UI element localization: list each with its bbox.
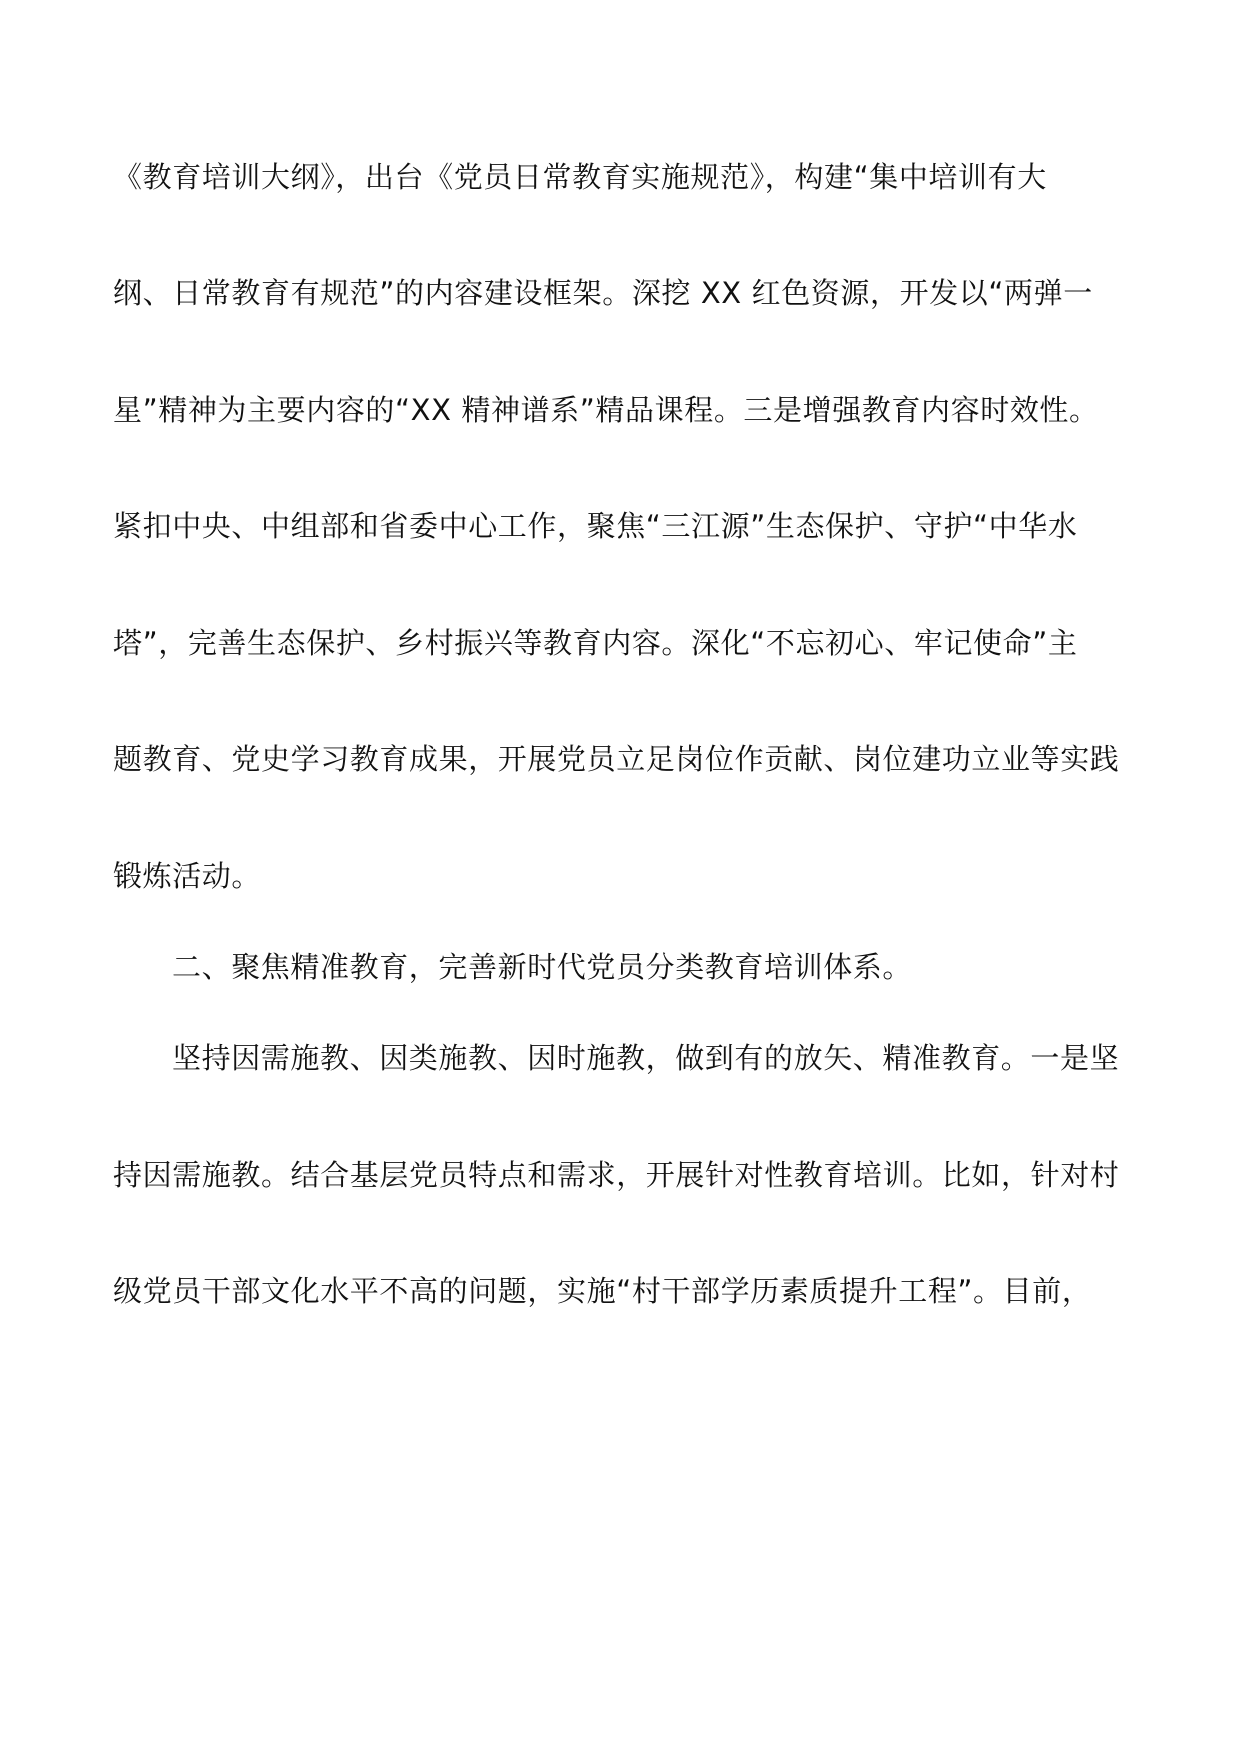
paragraph-line: 坚持因需施教、因类施教、因时施教，做到有的放矢、精准教育。一是坚 — [172, 1041, 1120, 1075]
paragraph-line: 锻炼活动。 — [113, 859, 262, 893]
paragraph-line: 级党员干部文化水平不高的问题，实施“村干部学历素质提升工程”。目前， — [113, 1274, 1092, 1308]
paragraph-line: 《教育培训大纲》，出台《党员日常教育实施规范》，构建“集中培训有大 — [113, 160, 1047, 194]
paragraph-line: 星”精神为主要内容的“XX 精神谱系”精品课程。三是增强教育内容时效性。 — [113, 393, 1099, 427]
paragraph-line: 紧扣中央、中组部和省委中心工作，聚焦“三江源”生态保护、守护“中华水 — [113, 509, 1078, 543]
paragraph-line: 题教育、党史学习教育成果，开展党员立足岗位作贡献、岗位建功立业等实践 — [113, 742, 1120, 776]
section-heading: 二、聚焦精准教育，完善新时代党员分类教育培训体系。 — [172, 950, 913, 984]
paragraph-line: 纲、日常教育有规范”的内容建设框架。深挖 XX 红色资源，开发以“两弹一 — [113, 276, 1093, 310]
paragraph-line: 塔”，完善生态保护、乡村振兴等教育内容。深化“不忘初心、牢记使命”主 — [113, 626, 1078, 660]
paragraph-line: 持因需施教。结合基层党员特点和需求，开展针对性教育培训。比如，针对村 — [113, 1158, 1120, 1192]
